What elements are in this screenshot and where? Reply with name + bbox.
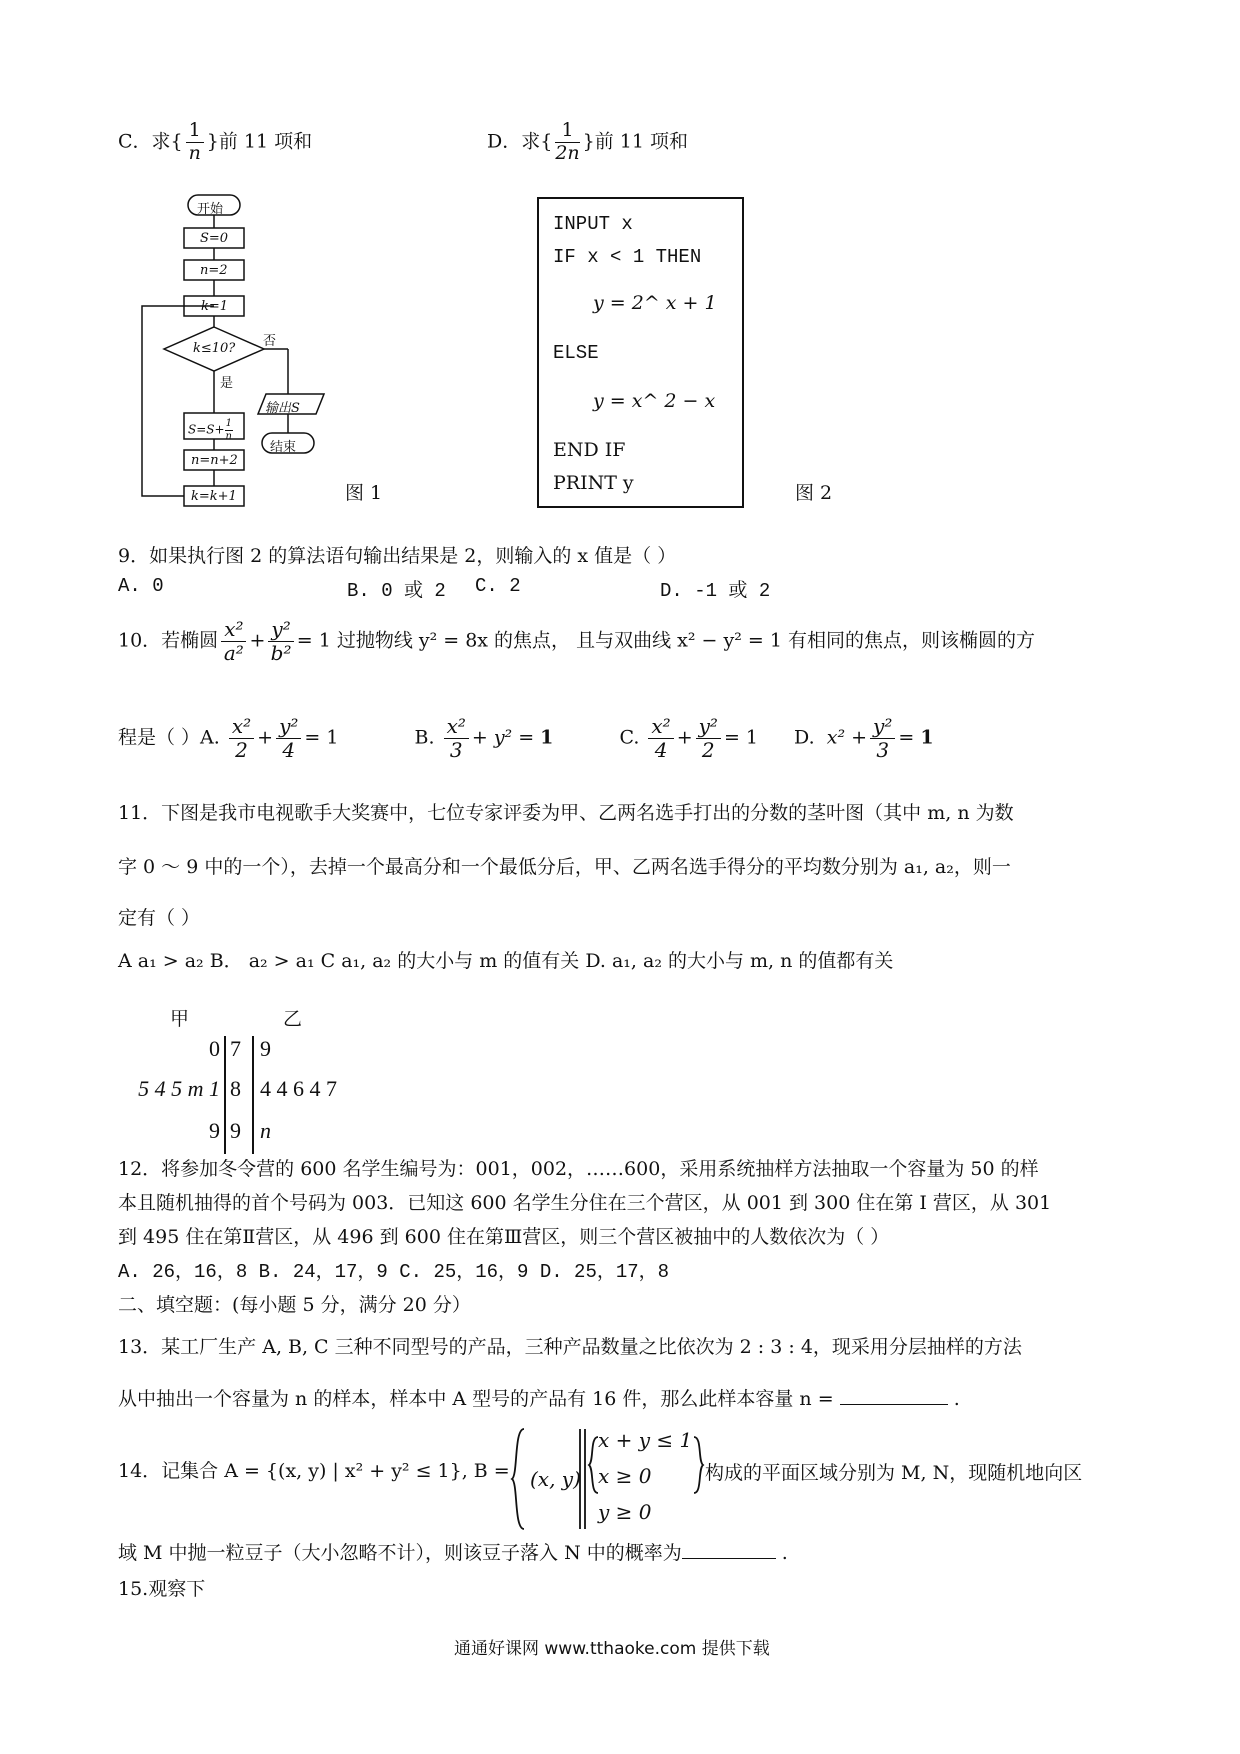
q14-tail: 构成的平面区域分别为 M, N，现随机地向区 <box>705 1462 1083 1484</box>
stem-leaf-row: 0 7 9 <box>209 1036 271 1061</box>
q9-option-b: B. 0 或 2 <box>347 580 446 602</box>
q13-line-2: 从中抽出一个容量为 n 的样本，样本中 A 型号的产品有 16 件，那么此样本容量 n = . <box>118 1388 960 1410</box>
flow-update-n-label: n=n+2 <box>191 453 238 468</box>
flow-condition-label: k≤10? <box>193 341 236 356</box>
q12-line-2: 本且随机抽得的首个号码为 003．已知这 600 名学生分住在三个营区，从 001 到 300 住在第 I 营区，从 301 <box>118 1192 1052 1214</box>
set-b-condition: x + y ≤ 1 <box>598 1428 693 1452</box>
figure-1-caption: 图 1 <box>345 482 383 504</box>
q9-stem: 9．如果执行图 2 的算法语句输出结果是 2，则输入的 x 值是（ ） <box>118 545 677 567</box>
q12-line-1: 12．将参加冬令营的 600 名学生编号为：001，002，……600，采用系统抽样方法抽取一个容量为 50 的样 <box>118 1158 1039 1180</box>
q11-line-1: 11．下图是我市电视歌手大奖赛中，七位专家评委为甲、乙两名选手打出的分数的茎叶图（其中 m, n 为数 <box>118 802 1014 824</box>
flow-update-k-label: k=k+1 <box>191 489 237 504</box>
set-b-condition: x ≥ 0 <box>598 1464 652 1488</box>
flow-no-label: 否 <box>263 333 277 348</box>
q11-line-3: 定有（ ） <box>118 907 201 929</box>
code-line-input: INPUT x <box>553 213 633 235</box>
q8-option-c: C．求{ $\frac{1}{n}$ }前 11 项和 <box>118 119 313 164</box>
stem-leaf-row: 9 9 n <box>209 1118 271 1143</box>
stem-divider-right <box>252 1036 254 1154</box>
flow-n2-label: n=2 <box>200 263 228 278</box>
stem-leaf-label-jia: 甲 <box>170 1008 190 1030</box>
stem-divider-left <box>224 1036 226 1154</box>
q11-line-2: 字 0 ～ 9 中的一个），去掉一个最高分和一个最低分后，甲、乙两名选手得分的平均数分别为 a₁, a₂，则一 <box>118 856 1011 878</box>
fraction: $\frac{1}{2n}$ <box>555 119 580 164</box>
q14-line-1: 14．记集合 A = {(x, y) | x² + y² ≤ 1}, B = <box>118 1460 510 1482</box>
flow-update-s-label: S=S+ $\frac{1}{n}$ <box>188 418 232 442</box>
q13-line-1: 13．某工厂生产 A, B, C 三种不同型号的产品，三种产品数量之比依次为 2 : 3 : 4，现采用分层抽样的方法 <box>118 1336 1022 1358</box>
q8-option-d: D．求{ $\frac{1}{2n}$ }前 11 项和 <box>487 119 689 164</box>
flow-start-label: 开始 <box>197 201 224 216</box>
flowchart-figure-1 <box>140 190 340 520</box>
stem-leaf-row: 5 4 5 m 1 8 4 4 6 4 7 <box>138 1076 337 1101</box>
q14-answer-blank[interactable] <box>682 1540 776 1559</box>
flow-k1-label: k=1 <box>201 299 229 314</box>
code-line-endif: END IF <box>553 439 626 461</box>
q14-line-2: 域 M 中抛一粒豆子（大小忽略不计），则该豆子落入 N 中的概率为 . <box>118 1542 788 1564</box>
q15-line: 15.观察下 <box>118 1578 206 1600</box>
code-line-if: IF x < 1 THEN <box>553 246 702 268</box>
code-line-else: ELSE <box>553 342 599 364</box>
flow-end-label: 结束 <box>270 439 297 454</box>
code-line-then-expr: y = 2^ x + 1 <box>593 292 717 314</box>
flow-s0-label: S=0 <box>200 231 229 246</box>
q10-line-1: 10．若椭圆 $\frac{\text{x²}}{\text{a²}}$ + $\frac{\text{y²}}{\text{b²}}$ = 1 过抛物线 y² = 8x 的焦点， 且与双曲线 x² − y² = 1 有相同的焦点，则该椭圆的方 <box>118 617 1035 665</box>
page-footer: 通通好课网 www.tthaoke.com 提供下载 <box>454 1639 770 1659</box>
q12-options: A. 26，16，8 B. 24，17，9 C. 25，16，9 D. 25，17，8 <box>118 1261 670 1283</box>
q12-line-3: 到 495 住在第Ⅱ营区，从 496 到 600 住在第Ⅲ营区，则三个营区被抽中的人数依次为（ ） <box>118 1226 890 1248</box>
q9-option-a: A. 0 <box>118 575 164 597</box>
algorithm-code-box <box>537 197 744 508</box>
fraction: $\frac{1}{n}$ <box>186 120 204 165</box>
code-line-print: PRINT y <box>553 472 634 494</box>
flow-output-label: 输出S <box>265 401 300 416</box>
figure-2-caption: 图 2 <box>795 482 833 504</box>
set-b-condition: y ≥ 0 <box>598 1500 652 1524</box>
set-b-pair: (x, y) <box>530 1467 581 1491</box>
stem-leaf-label-yi: 乙 <box>283 1008 303 1030</box>
q13-answer-blank[interactable] <box>840 1386 948 1405</box>
flow-yes-label: 是 <box>220 375 234 390</box>
q10-line-2: 程是（ ）A. $\frac{\text{x²}}{2}$ + $\frac{\text{y²}}{4}$ = 1 B. $\frac{\text{x²}}{3}$ + y² = 1 C. $\frac{\text{x²}}{4}$ + $\frac{\text{y²}}{2}$ = 1 D. x² + $\frac{\text{y²}}{3}$ = 1 <box>118 714 934 762</box>
code-line-else-expr: y = x^ 2 − x <box>593 390 716 412</box>
section-2-heading: 二、填空题：(每小题 5 分，满分 20 分） <box>118 1294 471 1316</box>
q9-option-c: C. 2 <box>475 575 521 597</box>
q11-options: A a₁ > a₂ B． a₂ > a₁ C a₁, a₂ 的大小与 m 的值有关 D. a₁, a₂ 的大小与 m, n 的值都有关 <box>118 950 894 972</box>
q9-option-d: D. -1 或 2 <box>660 580 771 602</box>
